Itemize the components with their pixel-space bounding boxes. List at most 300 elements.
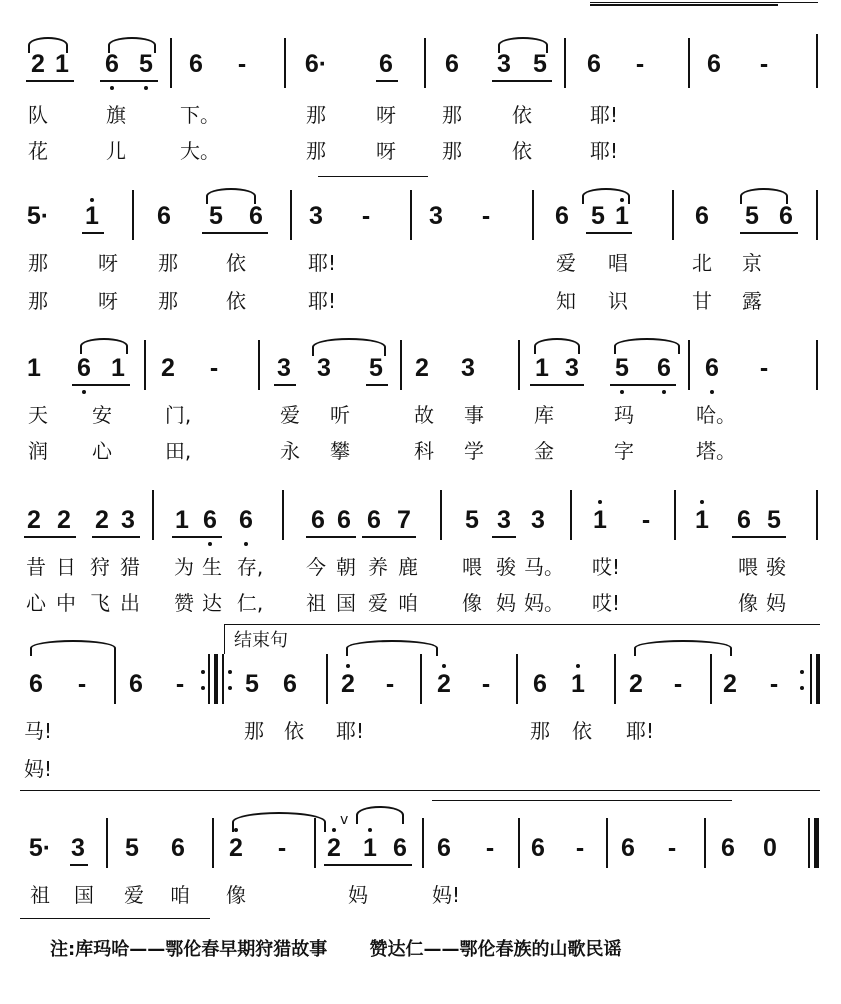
lyric: 爱 xyxy=(280,403,300,427)
barline xyxy=(674,490,676,540)
high-dot xyxy=(90,198,94,202)
lyric: 妈。 xyxy=(524,591,564,615)
barline xyxy=(284,38,286,88)
footnote-rule xyxy=(20,918,210,919)
barline xyxy=(564,38,566,88)
lyric: 京 xyxy=(742,251,762,275)
lyric: 马! xyxy=(23,719,53,743)
lyric: 润 xyxy=(28,439,48,463)
note: 6 xyxy=(29,670,43,698)
lyric: 那 xyxy=(28,289,48,313)
barline xyxy=(518,818,520,868)
underline xyxy=(100,80,158,82)
low-dot xyxy=(662,390,666,394)
note: 2 xyxy=(415,354,429,382)
note: - xyxy=(277,834,287,862)
note: 5 xyxy=(209,202,223,230)
lyric: 呀 xyxy=(376,103,396,127)
repeat-end-thin xyxy=(208,654,210,704)
note: 1 xyxy=(615,202,629,230)
note: 5 xyxy=(745,202,759,230)
note: 6 xyxy=(283,670,297,698)
note: 3 xyxy=(461,354,475,382)
barline xyxy=(672,190,674,240)
underline xyxy=(586,232,632,234)
lyric: 那 xyxy=(442,103,462,127)
repeat-dot xyxy=(800,670,804,674)
footnote-note-2: 赞达仁——鄂伦春族的山歌民谣 xyxy=(369,939,622,960)
note: - xyxy=(667,834,677,862)
lyric: 耶! xyxy=(307,251,337,275)
lyric: 国 xyxy=(74,883,94,907)
underline xyxy=(740,232,798,234)
lyric: 日 xyxy=(56,555,76,579)
lyric: 爱 xyxy=(368,591,388,615)
lyric: 识 xyxy=(608,289,628,313)
note: 6 xyxy=(311,506,325,534)
lyric: 耶! xyxy=(307,289,337,313)
slur xyxy=(30,640,116,656)
note: 6 xyxy=(189,50,203,78)
barline xyxy=(144,340,146,390)
lyric: 耶! xyxy=(335,719,365,743)
lyric: 国 xyxy=(336,591,356,615)
lyric: 知 xyxy=(556,289,576,313)
slur xyxy=(346,640,438,656)
low-dot xyxy=(144,86,148,90)
underline xyxy=(530,384,584,386)
note: - xyxy=(481,202,491,230)
barline xyxy=(258,340,260,390)
note: 6 xyxy=(367,506,381,534)
high-dot xyxy=(576,664,580,668)
note: - xyxy=(361,202,371,230)
lyric: 旗 xyxy=(106,103,126,127)
lyric: 字 xyxy=(614,439,634,463)
lyric: 那 xyxy=(28,251,48,275)
repeat-end-thick xyxy=(816,654,820,704)
note: 5 xyxy=(767,506,781,534)
note: - xyxy=(209,354,219,382)
note: 6 xyxy=(555,202,569,230)
underline xyxy=(492,80,552,82)
lyric: 飞 xyxy=(90,591,110,615)
barline xyxy=(422,818,424,868)
note: - xyxy=(759,354,769,382)
underline xyxy=(92,536,140,538)
slur xyxy=(614,338,680,354)
note: 6 xyxy=(171,834,185,862)
barline xyxy=(816,490,818,540)
note: - xyxy=(77,670,87,698)
barline xyxy=(688,38,690,88)
lyric: 赞 xyxy=(174,591,194,615)
lyric: 哈。 xyxy=(696,403,736,427)
barline xyxy=(400,340,402,390)
repeat-dot xyxy=(201,670,205,674)
lyric: 学 xyxy=(464,439,484,463)
breath-mark: v xyxy=(340,812,349,828)
lyric: 像 xyxy=(462,591,482,615)
note: 2 xyxy=(161,354,175,382)
high-dot xyxy=(620,198,624,202)
note: - xyxy=(237,50,247,78)
lyric: 安 xyxy=(92,403,112,427)
barline xyxy=(516,654,518,704)
note: - xyxy=(673,670,683,698)
barline xyxy=(440,490,442,540)
lyric: 依 xyxy=(226,289,246,313)
note: - xyxy=(635,50,645,78)
note: 1 xyxy=(27,354,41,382)
note: 3 xyxy=(565,354,579,382)
note: - xyxy=(481,670,491,698)
low-dot xyxy=(82,390,86,394)
note: 0 xyxy=(763,834,777,862)
lyric: 哎! xyxy=(591,591,621,615)
lyric: 那 xyxy=(530,719,550,743)
lyric: 妈! xyxy=(23,757,53,781)
lyric: 骏 xyxy=(496,555,516,579)
note: 2 xyxy=(31,50,45,78)
underline xyxy=(70,864,88,866)
note: 3 xyxy=(429,202,443,230)
note: 6 xyxy=(657,354,671,382)
lyric: 生 xyxy=(202,555,222,579)
lyric: 队 xyxy=(28,103,48,127)
low-dot xyxy=(110,86,114,90)
note: 1 xyxy=(571,670,585,698)
barline xyxy=(282,490,284,540)
note: 2 xyxy=(57,506,71,534)
note: 3 xyxy=(71,834,85,862)
barline xyxy=(532,190,534,240)
note: 1 xyxy=(85,202,99,230)
note: 3 xyxy=(531,506,545,534)
lyric: 马。 xyxy=(524,555,564,579)
lyric: 爱 xyxy=(556,251,576,275)
note: 1 xyxy=(535,354,549,382)
barline xyxy=(816,190,818,240)
lyric: 妈 xyxy=(766,591,786,615)
barline xyxy=(152,490,154,540)
lyric: 依 xyxy=(512,139,532,163)
footnote-note-1: 注:库玛哈——鄂伦春早期狩猎故事 xyxy=(50,939,328,960)
note: 6 xyxy=(157,202,171,230)
lyric: 养 xyxy=(368,555,388,579)
high-dot xyxy=(368,828,372,832)
lyric: 仁, xyxy=(236,591,264,615)
system-rule xyxy=(20,790,820,791)
note: 5· xyxy=(28,834,52,862)
lyric: 天 xyxy=(28,403,48,427)
note: 6 xyxy=(737,506,751,534)
barline xyxy=(314,818,316,868)
underline xyxy=(172,536,222,538)
note: - xyxy=(575,834,585,862)
lyric: 故 xyxy=(414,403,434,427)
note: 1 xyxy=(55,50,69,78)
note: 6 xyxy=(249,202,263,230)
footnote xyxy=(50,935,657,961)
lyric: 那 xyxy=(158,289,178,313)
lyric: 那 xyxy=(158,251,178,275)
underline xyxy=(610,384,676,386)
repeat-dot xyxy=(201,686,205,690)
underline xyxy=(366,384,388,386)
note: 6 xyxy=(105,50,119,78)
lyric: 攀 xyxy=(330,439,350,463)
note: 1 xyxy=(175,506,189,534)
barline xyxy=(212,818,214,868)
note: 6 xyxy=(695,202,709,230)
barline xyxy=(326,654,328,704)
lyric: 露 xyxy=(742,289,762,313)
note: 6· xyxy=(304,50,328,78)
note: 3 xyxy=(277,354,291,382)
underline xyxy=(376,80,398,82)
barline xyxy=(816,34,818,88)
note: 6 xyxy=(379,50,393,78)
lyric: 金 xyxy=(534,439,554,463)
underline xyxy=(72,384,130,386)
lyric: 北 xyxy=(692,251,712,275)
high-dot xyxy=(346,664,350,668)
underline xyxy=(732,536,786,538)
note: 7 xyxy=(397,506,411,534)
note: - xyxy=(759,50,769,78)
low-dot xyxy=(208,542,212,546)
high-dot xyxy=(442,664,446,668)
lyric: 玛 xyxy=(614,403,634,427)
underline xyxy=(362,536,416,538)
lyric: 猎 xyxy=(120,555,140,579)
lyric: 骏 xyxy=(766,555,786,579)
note: 5 xyxy=(139,50,153,78)
lyric: 那 xyxy=(442,139,462,163)
lyric: 听 xyxy=(330,403,350,427)
lyric: 唱 xyxy=(608,251,628,275)
lyric: 爱 xyxy=(124,883,144,907)
lyric: 鹿 xyxy=(398,555,418,579)
lyric: 呀 xyxy=(98,251,118,275)
note: 5 xyxy=(591,202,605,230)
note: 5 xyxy=(465,506,479,534)
lyric: 妈 xyxy=(348,883,368,907)
note: 3 xyxy=(317,354,331,382)
barline xyxy=(420,654,422,704)
note: 3 xyxy=(309,202,323,230)
low-dot xyxy=(620,390,624,394)
lyric: 花 xyxy=(28,139,48,163)
lyric: 依 xyxy=(284,719,304,743)
barline xyxy=(614,654,616,704)
lyric: 库 xyxy=(534,403,554,427)
note: - xyxy=(769,670,779,698)
note: 6 xyxy=(533,670,547,698)
lyric: 心 xyxy=(26,591,46,615)
lyric: 祖 xyxy=(30,883,50,907)
note: - xyxy=(175,670,185,698)
lyric: 喂 xyxy=(462,555,482,579)
lyric: 依 xyxy=(512,103,532,127)
high-dot xyxy=(598,500,602,504)
lyric: 塔。 xyxy=(696,439,736,463)
lyric: 科 xyxy=(414,439,434,463)
note: 1 xyxy=(111,354,125,382)
slur xyxy=(232,812,326,832)
lyric: 存, xyxy=(236,555,264,579)
high-dot xyxy=(700,500,704,504)
lyric: 心 xyxy=(92,439,112,463)
note: - xyxy=(641,506,651,534)
barline xyxy=(606,818,608,868)
lyric: 妈! xyxy=(431,883,461,907)
lyric: 出 xyxy=(120,591,140,615)
barline xyxy=(106,818,108,868)
note: 6 xyxy=(437,834,451,862)
repeat-dot xyxy=(800,686,804,690)
lyric: 甘 xyxy=(692,289,712,313)
note: 5 xyxy=(369,354,383,382)
barline xyxy=(816,340,818,390)
lyric: 为 xyxy=(174,555,194,579)
tie-line xyxy=(590,4,778,42)
lyric: 呀 xyxy=(376,139,396,163)
note: 3 xyxy=(497,506,511,534)
barline xyxy=(688,340,690,390)
note: 6 xyxy=(779,202,793,230)
note: 3 xyxy=(121,506,135,534)
underline xyxy=(24,536,76,538)
final-bar-thin xyxy=(808,818,810,868)
note: 1 xyxy=(695,506,709,534)
lyric: 那 xyxy=(306,103,326,127)
low-dot xyxy=(244,542,248,546)
note: 2 xyxy=(437,670,451,698)
note: 6 xyxy=(707,50,721,78)
note: 2 xyxy=(327,834,341,862)
lyric: 耶! xyxy=(625,719,655,743)
note: 5· xyxy=(26,202,50,230)
lyric: 门, xyxy=(164,403,192,427)
note: 6 xyxy=(721,834,735,862)
barline xyxy=(710,654,712,704)
underline xyxy=(202,232,268,234)
lyric: 达 xyxy=(202,591,222,615)
high-dot xyxy=(332,828,336,832)
lyric: 儿 xyxy=(106,139,126,163)
note: 2 xyxy=(95,506,109,534)
note: 5 xyxy=(533,50,547,78)
barline xyxy=(170,38,172,88)
note: 3 xyxy=(497,50,511,78)
repeat-dot xyxy=(228,670,232,674)
lyric: 事 xyxy=(464,403,484,427)
lyric: 朝 xyxy=(336,555,356,579)
lyric: 像 xyxy=(226,883,246,907)
barline xyxy=(132,190,134,240)
note: - xyxy=(385,670,395,698)
lyric: 咱 xyxy=(170,883,190,907)
lyric: 喂 xyxy=(738,555,758,579)
underline xyxy=(492,536,516,538)
slur xyxy=(634,640,732,656)
barline xyxy=(424,38,426,88)
note: 6 xyxy=(129,670,143,698)
lyric: 妈 xyxy=(496,591,516,615)
lyric: 中 xyxy=(56,591,76,615)
note: 6 xyxy=(621,834,635,862)
repeat-start-thin xyxy=(222,654,224,704)
underline xyxy=(26,80,74,82)
lyric: 下。 xyxy=(180,103,220,127)
slur xyxy=(534,338,580,354)
note: 2 xyxy=(27,506,41,534)
final-bar-thick xyxy=(814,818,819,868)
note: 6 xyxy=(587,50,601,78)
lyric: 大。 xyxy=(180,139,220,163)
note: 2 xyxy=(229,834,243,862)
barline xyxy=(518,340,520,390)
note: 1 xyxy=(593,506,607,534)
tie-top xyxy=(432,800,732,801)
volta-line xyxy=(224,624,820,625)
repeat-end-thin xyxy=(810,654,812,704)
barline xyxy=(570,490,572,540)
lyric: 咱 xyxy=(398,591,418,615)
underline xyxy=(306,536,356,538)
lyric: 耶! xyxy=(589,139,619,163)
repeat-dot xyxy=(228,686,232,690)
note: 2 xyxy=(629,670,643,698)
note: 2 xyxy=(723,670,737,698)
slur xyxy=(80,338,128,354)
note: 6 xyxy=(337,506,351,534)
underline xyxy=(82,232,104,234)
high-dot xyxy=(234,828,238,832)
note: 6 xyxy=(77,354,91,382)
lyric: 祖 xyxy=(306,591,326,615)
slur xyxy=(356,806,404,824)
lyric: 昔 xyxy=(26,555,46,579)
barline xyxy=(704,818,706,868)
lyric: 像 xyxy=(738,591,758,615)
tie-top xyxy=(318,176,428,177)
tie-top xyxy=(590,2,818,3)
note: 6 xyxy=(393,834,407,862)
barline xyxy=(290,190,292,240)
note: 5 xyxy=(245,670,259,698)
lyric: 那 xyxy=(306,139,326,163)
barline xyxy=(410,190,412,240)
repeat-end-thick xyxy=(214,654,218,704)
note: 5 xyxy=(615,354,629,382)
underline xyxy=(274,384,296,386)
low-dot xyxy=(710,390,714,394)
barline xyxy=(114,654,116,704)
lyric: 呀 xyxy=(98,289,118,313)
lyric: 依 xyxy=(572,719,592,743)
ending-label: 结束句 xyxy=(234,630,288,651)
note: 6 xyxy=(531,834,545,862)
lyric: 永 xyxy=(280,439,300,463)
lyric: 耶! xyxy=(589,103,619,127)
note: 6 xyxy=(239,506,253,534)
note: 6 xyxy=(705,354,719,382)
lyric: 哎! xyxy=(591,555,621,579)
underline xyxy=(324,864,412,866)
